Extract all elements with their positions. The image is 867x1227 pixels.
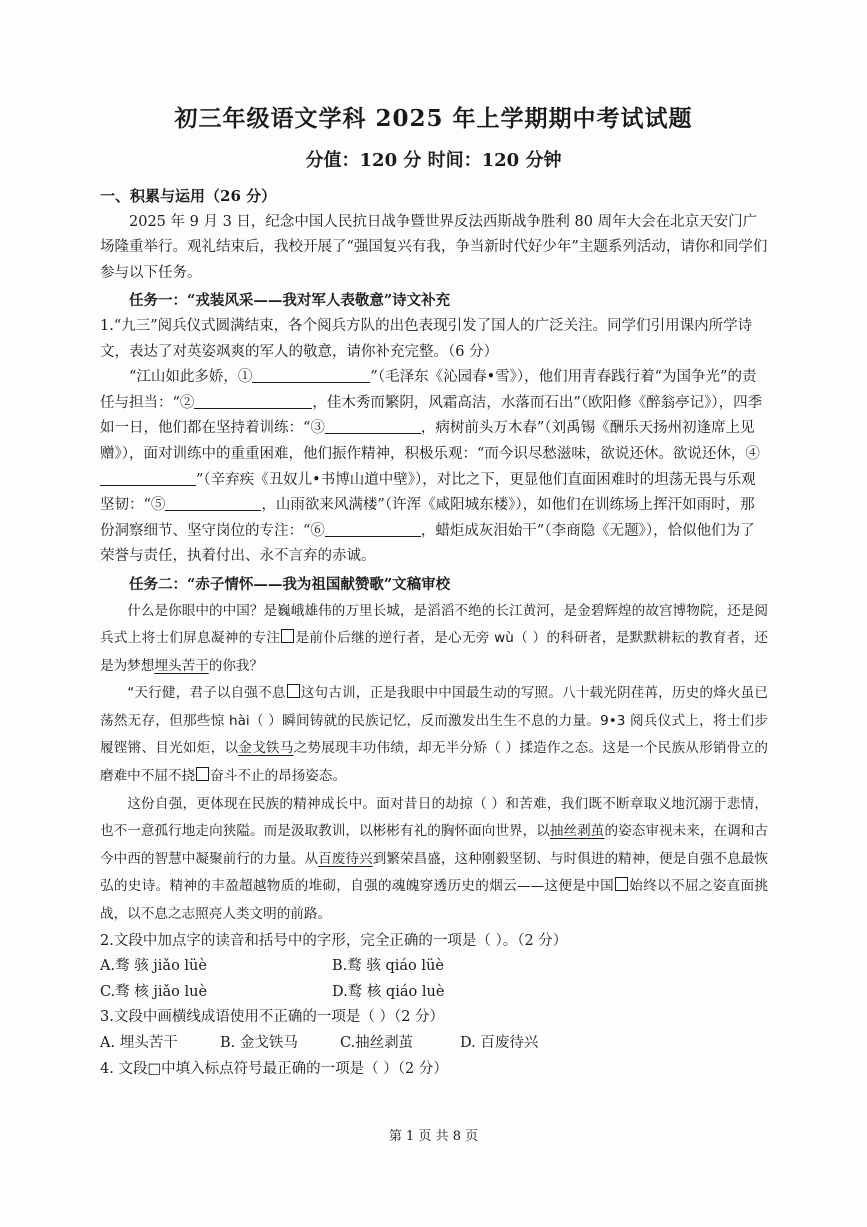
- page-number: 第 1 页 共 8 页: [388, 1129, 479, 1144]
- punctuation-box: [615, 877, 628, 891]
- underlined-idiom: 百废待兴: [318, 850, 373, 867]
- passage-paragraph-3: [100, 791, 768, 929]
- underlined-idiom: 金戈铁马: [238, 740, 294, 757]
- passage-text: 的姿态审视未来，在调和古今中西的智慧中凝聚前行的力量。从: [100, 823, 769, 867]
- question-2-prompt: 2.文段中加点字的读音和括号中的字形，完全正确的一项是（ ）。（2 分）: [100, 932, 568, 949]
- poetry-fill-passage: [100, 365, 768, 570]
- passage-text: 什么是你眼中的中国？是巍峨雄伟的万里长城，是滔滔不绝的长江黄河，是金碧辉煌的故宫博物院，还是阅兵式上将士们屏息凝神的专注: [100, 602, 768, 647]
- section-heading: 一、积累与运用（26 分）: [100, 187, 277, 205]
- punctuation-box: [281, 629, 294, 643]
- option-c[interactable]: C.抽丝剥茧: [340, 1035, 414, 1051]
- passage-text: 是前仆后继的逆行者，是心无旁 wù（ ）的科研者，是默默耕耘的教育者，还是为梦想: [100, 630, 769, 674]
- answer-blank-2[interactable]: [194, 393, 312, 409]
- passage-text: 这句古训，正是我眼中中国最生动的写照。八十载光阴荏苒，历史的烽火虽已荡然无存，但那些惊 hài（ ）瞬间铸就的民族记忆，反而激发出生生不息的力量。9•3 阅兵仪式上，将士们步履铿锵、目光如炬，以: [100, 685, 769, 757]
- punctuation-box: [287, 684, 300, 698]
- answer-blank-3[interactable]: [325, 419, 421, 435]
- option-a[interactable]: A. 埋头苦干: [100, 1035, 178, 1051]
- question-1-prompt: 1.“九三”阅兵仪式圆满结束，各个阅兵方队的出色表现引发了国人的广泛关注。同学们引用课内所学诗文，表达了对英姿飒爽的军人的敬意，请你补充完整。（6 分）: [100, 317, 753, 360]
- option-a[interactable]: A.骛 骇 jiǎo lüè: [100, 958, 207, 975]
- underlined-idiom: 抽丝剥茧: [549, 823, 605, 840]
- poetry-text: ”（毛泽东《沁园春•雪》），他们用青春践行着“为国争光”的责任与担当：“②: [100, 369, 757, 411]
- answer-blank-4[interactable]: [100, 470, 196, 486]
- passage-text: “天行健，君子以自强不息: [127, 685, 286, 702]
- answer-blank-1[interactable]: [252, 368, 370, 384]
- passage-text: 到繁荣昌盛，这种刚毅坚韧、与时俱进的精神，便是自强不息最恢弘的史诗。精神的丰盈超越物质的堆砌，自强的魂魄穿透历史的烟云——这便是中国: [100, 850, 769, 895]
- punctuation-box: [196, 767, 209, 781]
- option-b[interactable]: B. 金戈铁马: [220, 1035, 298, 1051]
- poetry-text: ，蜡炬成灰泪始干”（李商隐《无题》），恰似他们为了荣誉与责任，执着付出、永不言弃的赤诚。: [100, 522, 755, 565]
- underlined-idiom: 埋头苦干: [154, 657, 209, 674]
- score-time-info: 分值：120 分 时间：120 分钟: [305, 150, 562, 171]
- passage-text: 始终以不屈之姿直面挑战，以不息之志照亮人类文明的前路。: [100, 878, 769, 923]
- task2-heading: 任务二：“赤子情怀——我为祖国献赞歌”文稿审校: [129, 575, 451, 593]
- poetry-text: ”（辛弃疾《丑奴儿•书博山道中壁》），对比之下，更显他们直面困难时的坦荡无畏与乐观坚韧：“⑤: [100, 471, 756, 514]
- question-2-options-row-2: [100, 980, 768, 1006]
- passage-text: 之势展现丰功伟绩，却无半分矫（ ）揉造作之态。这是一个民族从形销骨立的磨难中不屈不挠: [100, 740, 768, 785]
- page-title: 初三年级语文学科 2025 年上学期期中考试试题: [174, 105, 693, 132]
- poetry-text: ，山雨欲来风满楼”（许浑《咸阳城东楼》），如他们在训练场上挥汗如雨时，那份洞察细节、坚守岗位的专注：“⑥: [100, 497, 755, 539]
- section-intro: 2025 年 9 月 3 日，纪念中国人民抗日战争暨世界反法西斯战争胜利 80 周年大会在北京天安门广场隆重举行。观礼结束后，我校开展了“强国复兴有我，争当新时代好少年”主题系列活动，请你和同学们参与以下任务。: [100, 213, 768, 281]
- poetry-text: ，病树前头万木春”（刘禹锡《酬乐天扬州初逢席上见赠》），面对训练中的重重困难，他们振作精神，积极乐观：“而今识尽愁滋味，欲说还休。欲说还休，④: [100, 420, 760, 462]
- question-3-prompt: 3.文段中画横线成语使用不正确的一项是（ ）（2 分）: [100, 1009, 445, 1026]
- passage-text: 的你我？: [208, 657, 264, 674]
- answer-blank-5[interactable]: [165, 496, 261, 512]
- passage-paragraph-1: [100, 598, 768, 681]
- option-d[interactable]: D.鹜 核 qiáo luè: [332, 983, 445, 1000]
- option-b[interactable]: B.鹜 骇 qiáo lüè: [332, 958, 444, 975]
- poetry-text: “江山如此多娇，①: [129, 369, 253, 386]
- option-c[interactable]: C.骛 核 jiǎo luè: [100, 983, 208, 1000]
- question-3-options: [100, 1031, 768, 1057]
- task1-heading: 任务一：“戎装风采——我对军人表敬意”诗文补充: [129, 292, 451, 310]
- poetry-text: ，佳木秀而繁阴，风霜高洁，水落而石出”（欧阳修《醉翁亭记》），四季如一日，他们都在坚持着训练：“③: [100, 394, 763, 437]
- passage-paragraph-2: [100, 680, 768, 790]
- question-2-options-row-1: [100, 954, 768, 980]
- passage-text: 这份自强，更体现在民族的精神成长中。面对昔日的劫掠（ ）和苦难，我们既不断章取义地沉溺于悲情，也不一意孤行地走向狭隘。而是汲取教训，以彬彬有礼的胸怀面向世界，以: [100, 795, 768, 840]
- option-d[interactable]: D. 百废待兴: [460, 1035, 539, 1051]
- question-4-prompt: 4. 文段□中填入标点符号最正确的一项是（ ）（2 分）: [100, 1060, 448, 1077]
- exam-content: [100, 184, 768, 1082]
- passage-text: 奋斗不止的昂扬姿态。: [210, 768, 347, 785]
- answer-blank-6[interactable]: [325, 521, 421, 537]
